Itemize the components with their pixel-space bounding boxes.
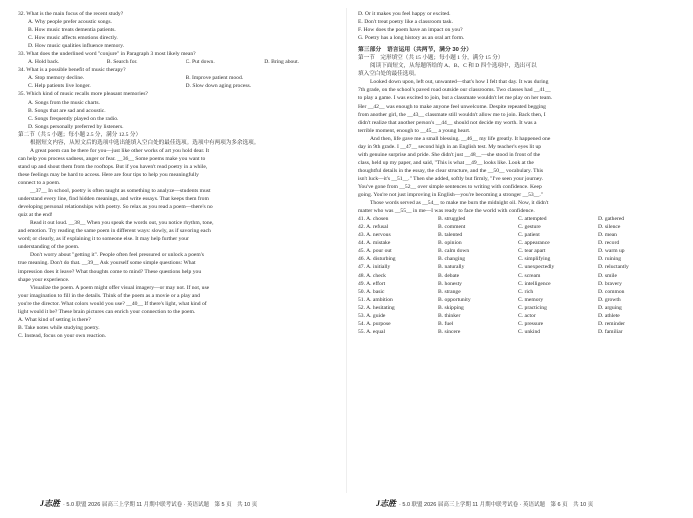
cloze-option: B. calm down (438, 248, 470, 255)
cloze-option: D. mean (598, 232, 617, 239)
question-stem: 34. What is a possible benefit of music therapy? (18, 67, 126, 74)
page-divider (346, 8, 347, 493)
cloze-option: 50. A. basic (358, 288, 385, 295)
option: C. Songs frequently played on the radio. (28, 115, 119, 122)
passage-line: Her __42__ was enough to make anyone feel unwelcome. Despite repeated begging (358, 103, 546, 110)
cloze-option: C. unexpectedly (518, 264, 555, 271)
passage-line: to play a game. I was excited to join, but a classmate wouldn't let me play on her team. (358, 95, 553, 102)
option: B. Songs that are sad and acoustic. (28, 107, 106, 114)
cloze-option: D. warm up (598, 248, 625, 255)
option: B. Search for. (106, 59, 138, 66)
option: B. Improve patient mood. (185, 75, 244, 82)
cloze-option: B. fuel (438, 320, 454, 327)
sub-heading: 第一节 完形填空（共 15 小题；每小题 1 分，满分 15 分） (358, 55, 504, 62)
cloze-option: 48. A. check (358, 272, 386, 279)
passage-line: impression does it leave? What thoughts come to mind? These questions help you (18, 268, 202, 275)
cloze-option: C. intelligence (518, 280, 551, 287)
cloze-option: C. tear apart (518, 248, 546, 255)
right-page (358, 10, 683, 336)
cloze-option: C. pressure (518, 320, 544, 327)
cloze-option: B. changing (438, 256, 466, 263)
option: D. Bring about. (264, 59, 300, 66)
cloze-option: 42. A. refusal (358, 224, 389, 231)
cloze-option: B. honesty (438, 280, 462, 287)
passage-line: Don't worry about "getting it". People often feel pressured or unlock a poem's (30, 252, 204, 259)
passage-line: matter who was __55__ in me—I was ready to face the world with confidence. (358, 208, 535, 215)
cloze-option: B. talented (438, 232, 463, 239)
page-footer (40, 498, 257, 509)
cloze-option: B. debate (438, 272, 460, 279)
passage-line: light would it be? These brain pictures can enrich your connection to the poem. (18, 308, 196, 315)
answer-choice: A. What kind of setting is there? (18, 316, 91, 323)
passage-line: Visualize the poem. A poem might offer visual imagery—or may not. If not, use (30, 284, 210, 291)
option: C. Help patients live longer. (28, 83, 91, 90)
instructions-line: 阅读下面短文，从每题所给的 A、B、C 和 D 四个选项中，选出可以 (370, 63, 537, 70)
cloze-option: 43. A. nervous (358, 232, 391, 239)
cloze-option: D. record (598, 240, 620, 247)
answer-choice: C. Instead, focus on your own reaction. (18, 332, 107, 339)
passage-line: terrible moment, enough to __45__ a young heart. (358, 127, 471, 134)
cloze-option: C. practicing (518, 304, 547, 311)
cloze-option: C. gesture (518, 224, 541, 231)
passage-line: going. You're not just improving in English—you're becoming a stronger __53__." (358, 192, 543, 199)
cloze-option: D. reluctantly (598, 264, 629, 271)
cloze-option: C. patient (518, 232, 540, 239)
option: A. Hold back. (28, 59, 60, 66)
passage-line: And then, life gave me a small blessing. __46__ my life greatly. It happened one (370, 135, 551, 142)
cloze-option: D. smile (598, 272, 617, 279)
section-heading: 第二节（共 5 小题；每小题 2.5 分，满分 12.5 分） (18, 131, 142, 138)
passage-line: true meaning. Don't do that. __39__ Ask yourself some simple questions: What (18, 260, 196, 267)
page-footer (376, 498, 593, 509)
option: A. Songs from the music charts. (28, 99, 100, 106)
cloze-option: D. common (598, 288, 625, 295)
cloze-option: B. skipping (438, 304, 464, 311)
cloze-option: 47. A. initially (358, 264, 391, 271)
cloze-option: D. growth (598, 296, 621, 303)
passage-line: __37__ In school, poetry is often taught as something to analyze—students must (30, 188, 211, 195)
option-row (18, 74, 343, 90)
cloze-option: 41. A. chosen (358, 216, 389, 223)
passage-line: you're the director. What colors would you use? __40__ If there's light, what kind of (18, 300, 207, 307)
cloze-option: B. comment (438, 224, 466, 231)
cloze-option: B. struggled (438, 216, 466, 223)
cloze-option: 52. A. hesitating (358, 304, 395, 311)
option: B. How music treats dementia patients. (28, 27, 116, 34)
cloze-option: D. reminder (598, 320, 626, 327)
passage-line: your imagination to fill in the details. Think of the poem as a movie or a play and (18, 292, 200, 299)
passage-line: You've gone from __52__ over simple sentences to writing with confidence. Keep (358, 183, 542, 190)
option: C. Put down. (185, 59, 215, 66)
passage-line: isn't luck—it's __51__." Then she added, softly but firmly, "I've seen your journey. (358, 175, 544, 182)
cloze-option: 53. A. guide (358, 312, 386, 319)
answer-choice: F. How does the poem have an impact on you? (358, 27, 463, 34)
cloze-option: D. bravery (598, 280, 622, 287)
cloze-option: D. athlete (598, 312, 620, 319)
option: A. Stop memory decline. (28, 75, 85, 82)
cloze-option: B. opinion (438, 240, 462, 247)
cloze-option: D. familiar (598, 328, 623, 335)
cloze-option: 51. A. ambition (358, 296, 393, 303)
publisher-logo: J志胜 (376, 499, 396, 508)
cloze-option: D. arguing (598, 304, 622, 311)
cloze-option: B. opportunity (438, 296, 471, 303)
cloze-option: 45. A. pour out (358, 248, 392, 255)
passage-line: these feelings may be hard to access. Here are four tips to help you meaningfully (18, 171, 199, 178)
answer-choice: G. Poetry has a long history as an oral art form. (358, 35, 465, 42)
cloze-option: 46. A. disturbing (358, 256, 396, 263)
cloze-option: C. scream (518, 272, 541, 279)
option: C. How music affects emotions directly. (28, 35, 118, 42)
passage-line: with genuine surprise and pride. She didn't just __48__—she stood in front of the (358, 151, 541, 158)
footer-text: · 5.0 联盟 2026 届高三上学期 11 月期中联考试卷 · 英语试题 第 6 页 共 10 页 (399, 501, 594, 508)
footer-text: · 5.0 联盟 2026 届高三上学期 11 月期中联考试卷 · 英语试题 第 5 页 共 10 页 (63, 501, 258, 508)
passage-line: Looked down upon, left out, unwanted—that's how I felt that day. It was during (370, 79, 549, 86)
answer-choice: D. Or it makes you feel happy or excited. (358, 11, 451, 17)
cloze-option: C. attempted (518, 216, 547, 223)
passage-line: thoughtful details in the essay, the clear structure, and the __50__ vocabulary. This (358, 167, 544, 174)
question-stem: 35. Which kind of music recalls more pleasant memories? (18, 91, 148, 98)
cloze-option: C. simplifying (518, 256, 551, 263)
passage-line: class, held up my paper, and said, "This is what __49__ looks like. Look at the (358, 159, 534, 166)
answer-choice: E. Don't treat poetry like a classroom task. (358, 19, 453, 26)
passage-line: 7th grade, on the school's paved road outside our classrooms. Two classes had __41__ (358, 87, 551, 94)
option: D. How music qualities influence memory. (28, 43, 125, 50)
passage-line: from another girl, the __43__ classmate still wouldn't allow me to join. Back then, I (358, 111, 546, 118)
passage-line: understand every line, find hidden meanings, and write essays. That keeps them from (18, 196, 209, 203)
cloze-option: B. sincere (438, 328, 461, 335)
option: A. Why people prefer acoustic songs. (28, 19, 112, 26)
left-page (18, 10, 343, 340)
cloze-option: 49. A. effort (358, 280, 386, 287)
cloze-option: B. strange (438, 288, 461, 295)
passage-line: connect to a poem. (18, 179, 61, 186)
option: D. Songs personally preferred by listeners. (28, 123, 124, 130)
passage-line: quiz at the end! (18, 212, 53, 219)
instructions-line: 填入空白处的最佳选项。 (358, 71, 420, 78)
passage-line: shape your experience. (18, 276, 70, 283)
cloze-option: B. thinker (438, 312, 461, 319)
cloze-option: 44. A. mistake (358, 240, 391, 247)
passage-line: and emotion. Try reading the same poem in different ways: slowly, as if savoring each (18, 228, 211, 235)
cloze-option: 54. A. purpose (358, 320, 391, 327)
cloze-option: C. memory (518, 296, 544, 303)
cloze-option: C. actor (518, 312, 536, 319)
cloze-option: C. rich (518, 288, 534, 295)
cloze-option: 55. A. equal (358, 328, 386, 335)
section-instructions: 根据短文内容，从短文后的选项中选出能填入空白处的最佳选项。选项中有两项为多余选项。 (30, 139, 260, 146)
cloze-options-table (358, 215, 683, 336)
part-heading: 第三部分 语言运用（共两节，满分 30 分） (358, 47, 473, 54)
cloze-option: D. gathered (598, 216, 625, 223)
option: D. Slow down aging process. (185, 83, 252, 90)
cloze-option: D. silence (598, 224, 621, 231)
passage-line: word; or clearly, as if explaining it to someone else. It may help further your (18, 236, 189, 243)
passage-line: A great poem can be there for you—just like other works of art you hold dear. It (30, 147, 210, 154)
passage-line: can help you process sadness, anger or fear. __36__ Some poems make you want to (18, 155, 206, 162)
passage-line: stand up and shout them from the rooftops. But if you haven't read poetry in a while, (18, 163, 208, 170)
passage-line: developing personal relationships with poetry. So relax as you read a poem—there's no (18, 204, 213, 211)
cloze-option: D. ruining (598, 256, 621, 263)
passage-line: understanding of the poem. (18, 244, 80, 251)
passage-line: Read it out loud. __38__ When you speak the words out, you notice rhythm, tone, (30, 220, 214, 227)
option-row (18, 58, 343, 66)
question-stem: 32. What is the main focus of the recent study? (18, 11, 124, 17)
passage-line: didn't realize that another person's __44__ should not decide my worth. It was a (358, 119, 537, 126)
passage-line: day in 9th grade. I __47__ second high in an English test. My teacher's eyes lit up (358, 143, 542, 150)
cloze-option: B. naturally (438, 264, 465, 271)
publisher-logo: J志胜 (40, 499, 60, 508)
passage-line: Those words served as __54__ to make me burn the midnight oil. Now, it didn't (370, 200, 549, 207)
cloze-option: C. appearance (518, 240, 550, 247)
question-stem: 33. What does the underlined word "conjure" in Paragraph 3 most likely mean? (18, 51, 196, 58)
cloze-option: C. unkind (518, 328, 541, 335)
answer-choice: B. Take notes while studying poetry. (18, 324, 100, 331)
